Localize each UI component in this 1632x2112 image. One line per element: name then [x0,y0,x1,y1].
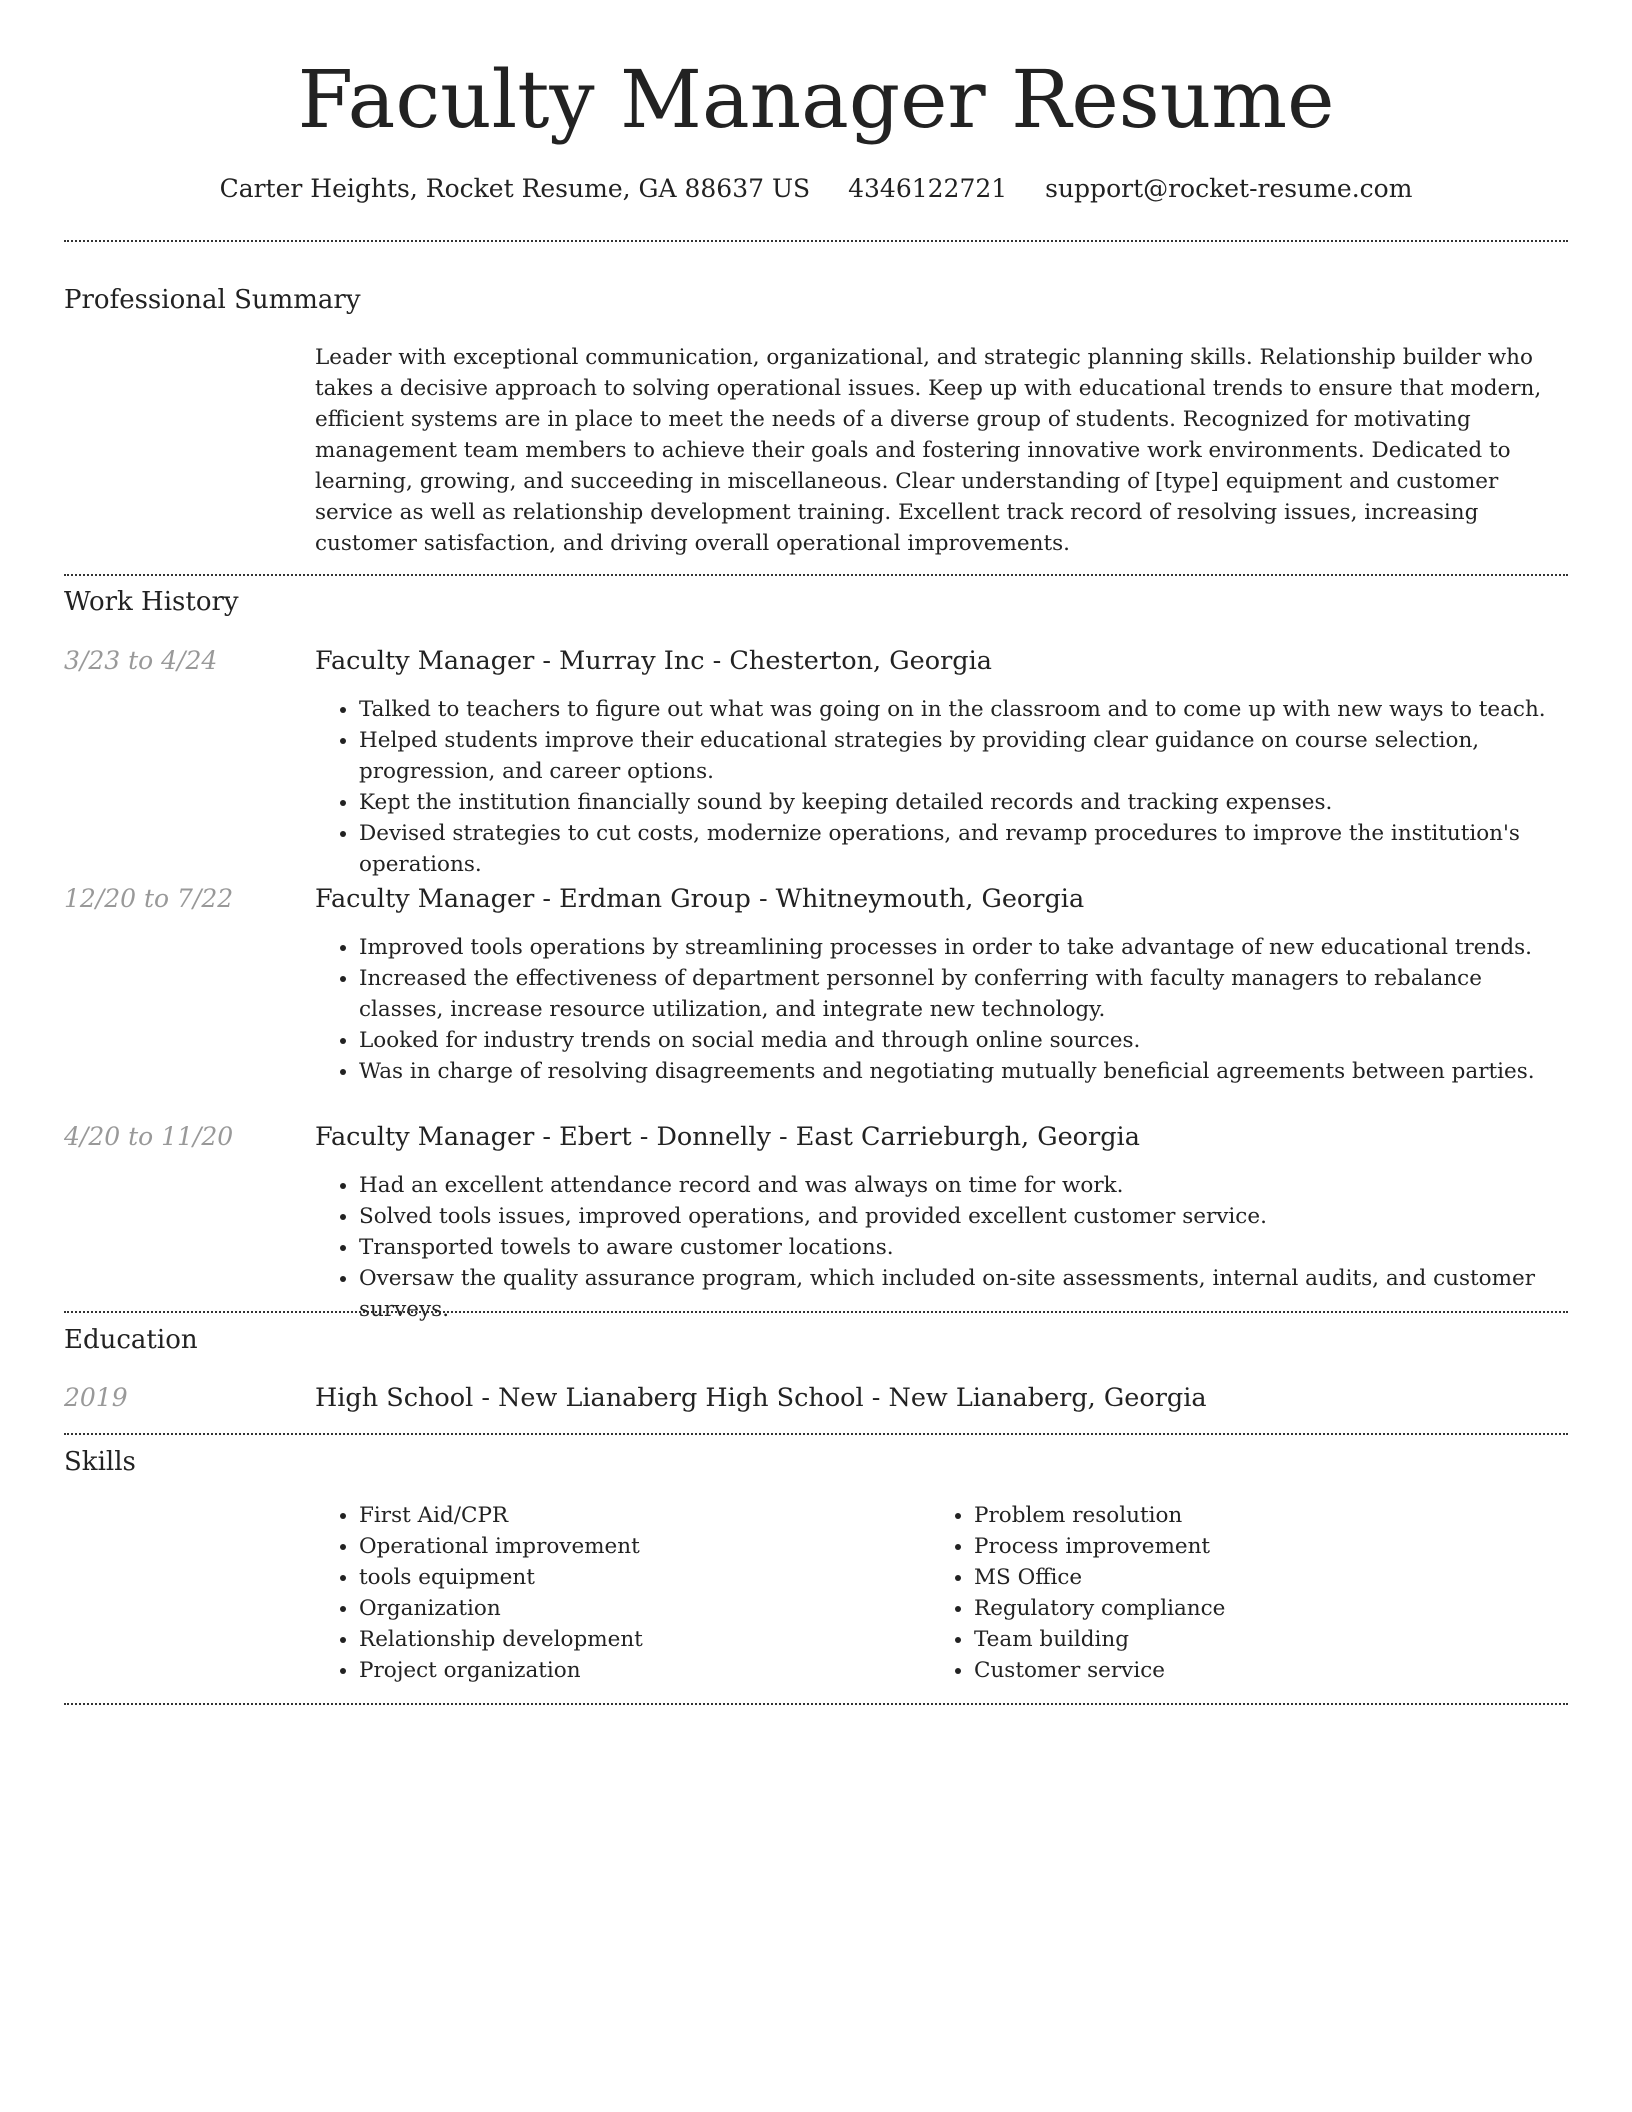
job-bullet: • Transported towels to aware customer locations. [359,1232,1570,1263]
skill-item: • MS Office [974,1562,1530,1593]
skill-item: • tools equipment [359,1562,915,1593]
work-history-heading: Work History [64,587,239,617]
job-bullet: • Looked for industry trends on social media and through online sources. [359,1025,1570,1056]
skills-heading: Skills [64,1447,136,1477]
job-date: 3/23 to 4/24 [64,646,218,675]
skill-item: • Regulatory compliance [974,1593,1530,1624]
divider [64,1703,1568,1705]
contact-email: support@rocket-resume.com [1045,174,1413,203]
summary-heading: Professional Summary [64,285,361,315]
education-entry: High School - New Lianaberg High School - New Lianaberg, Georgia [315,1383,1207,1413]
job-bullet: • Increased the effectiveness of department personnel by conferring with faculty managers to rebalance classes, increase resource utilization, and integrate new technology. [359,963,1570,1025]
skill-item: • Process improvement [974,1531,1530,1562]
skill-item: • Customer service [974,1655,1530,1686]
job-bullet: • Was in charge of resolving disagreements and negotiating mutually beneficial agreements between parties. [359,1056,1570,1087]
job-bullet: • Kept the institution financially sound by keeping detailed records and tracking expenses. [359,787,1570,818]
contact-phone: 4346122721 [848,174,1008,203]
resume-title: Faculty Manager Resume [297,53,1335,146]
job-bullet: • Helped students improve their educational strategies by providing clear guidance on course selection, progression, and career options. [359,725,1570,787]
job-title: Faculty Manager - Murray Inc - Chesterton, Georgia [315,646,992,676]
skills-list-right [930,1500,1530,1686]
skill-item: • Relationship development [359,1624,915,1655]
skill-item: • Project organization [359,1655,915,1686]
skill-item: • Team building [974,1624,1530,1655]
skills-list-left [315,1500,915,1686]
skill-item: • Operational improvement [359,1531,915,1562]
job-bullet: • Had an excellent attendance record and was always on time for work. [359,1170,1570,1201]
job-title: Faculty Manager - Ebert - Donnelly - East Carrieburgh, Georgia [315,1122,1140,1152]
skill-item: • Problem resolution [974,1500,1530,1531]
divider [64,1311,1568,1313]
education-date: 2019 [64,1383,128,1412]
job-bullet: • Solved tools issues, improved operations, and provided excellent customer service. [359,1201,1570,1232]
divider [64,574,1568,576]
skill-item: • Organization [359,1593,915,1624]
job-title: Faculty Manager - Erdman Group - Whitneymouth, Georgia [315,884,1085,914]
job-bullets [315,932,1570,1087]
summary-text: Leader with exceptional communication, organizational, and strategic planning skills. Relationship builder who takes a decisive approach to solving operational issues. Keep up with educational trends to ensure that modern, efficient systems are in place to meet the needs of a diverse group of students. Recognized for motivating management team members to achieve their goals and fostering innovative work environments. Dedicated to learning, growing, and succeeding in miscellaneous. Clear understanding of [type] equipment and customer service as well as relationship development training. Excellent track record of resolving issues, increasing customer satisfaction, and driving overall operational improvements. [315,345,1542,556]
contact-address: Carter Heights, Rocket Resume, GA 88637 US [219,174,811,203]
contact-line [0,172,1632,206]
job-bullet: • Oversaw the quality assurance program, which included on-site assessments, internal audits, and customer surveys. [359,1263,1570,1325]
job-bullets [315,694,1570,880]
job-bullet: • Talked to teachers to figure out what was going on in the classroom and to come up with new ways to teach. [359,694,1570,725]
divider [64,1433,1568,1435]
job-bullet: • Devised strategies to cut costs, modernize operations, and revamp procedures to improve the institution's operations. [359,818,1570,880]
job-date: 12/20 to 7/22 [64,884,234,913]
job-bullet: • Improved tools operations by streamlining processes in order to take advantage of new educational trends. [359,932,1570,963]
skill-item: • First Aid/CPR [359,1500,915,1531]
job-date: 4/20 to 11/20 [64,1122,234,1151]
job-bullets [315,1170,1570,1325]
divider [64,240,1568,242]
education-heading: Education [64,1325,198,1355]
